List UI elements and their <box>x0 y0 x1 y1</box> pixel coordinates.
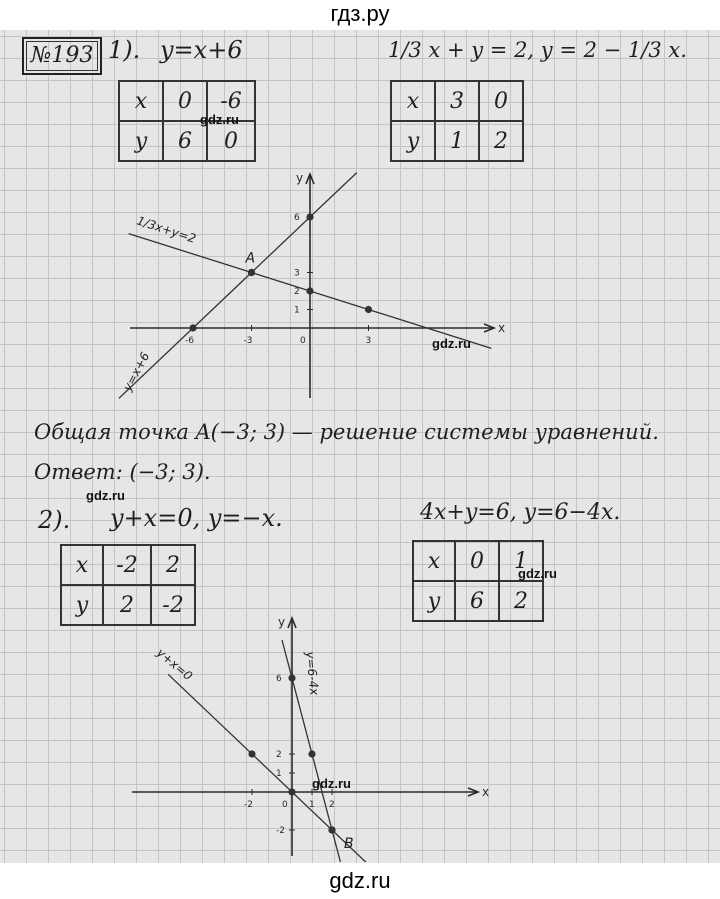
x-tick-label: -6 <box>185 336 194 346</box>
y-tick-label: 3 <box>294 268 300 279</box>
x-tick-label: 3 <box>365 336 372 346</box>
site-header <box>0 0 720 30</box>
table-cell: 0 <box>163 81 207 121</box>
part2-table-line2 <box>412 540 544 622</box>
table-cell: -2 <box>151 585 195 625</box>
series-label: y+x=0 <box>154 645 196 684</box>
table-cell: x <box>391 81 435 121</box>
part1-label: 1). <box>108 36 141 64</box>
y-tick-label: 1 <box>276 769 282 779</box>
table-cell: 0 <box>455 541 499 581</box>
watermark: gdz.ru <box>200 112 239 127</box>
table-cell: 3 <box>435 81 479 121</box>
y-tick-label: 2 <box>294 287 300 297</box>
table-cell: 1 <box>499 541 543 581</box>
data-point <box>308 750 315 757</box>
y-tick-label: 1 <box>294 305 300 316</box>
series-line <box>168 674 368 862</box>
table-cell: x <box>61 545 103 585</box>
y-axis-label: y <box>296 171 304 185</box>
table-cell: -6 <box>207 81 255 121</box>
watermark: gdz.ru <box>312 776 351 791</box>
point-label: B <box>344 836 354 852</box>
data-point <box>248 750 255 757</box>
data-point <box>306 287 313 294</box>
data-point <box>306 213 313 220</box>
y-tick-label: 6 <box>294 213 300 223</box>
table-cell: 6 <box>163 121 207 161</box>
table-cell: 1 <box>435 121 479 161</box>
part2-equation-main: y+x=0, y=−x. <box>110 504 283 532</box>
table-cell: x <box>413 541 455 581</box>
table-cell: 2 <box>499 581 543 621</box>
series-line <box>119 173 357 399</box>
table-cell: 2 <box>151 545 195 585</box>
problem-number: №193 <box>22 37 102 75</box>
x-tick-label: 1 <box>309 800 315 810</box>
data-point <box>365 306 372 313</box>
table-cell: 2 <box>479 121 523 161</box>
answer-text: Ответ: (−3; 3). <box>34 460 211 484</box>
y-tick-label: -2 <box>276 826 285 836</box>
site-footer <box>0 863 720 899</box>
table-cell: y <box>391 121 435 161</box>
point-label: A <box>245 250 256 267</box>
part1-table-line2 <box>390 80 524 162</box>
table-cell: 0 <box>207 121 255 161</box>
series-label: y=6-4x <box>303 650 322 696</box>
x-tick-label: -3 <box>243 336 253 346</box>
graph-part1 <box>100 170 520 410</box>
series-label: 1/3x+y=2 <box>135 213 198 246</box>
x-axis-label: x <box>482 785 490 799</box>
table-cell: 2 <box>103 585 151 625</box>
table-cell: y <box>61 585 103 625</box>
watermark: gdz.ru <box>518 566 557 581</box>
table-cell: -2 <box>103 545 151 585</box>
data-point <box>288 674 295 681</box>
watermark: gdz.ru <box>432 336 471 351</box>
data-point <box>248 269 255 276</box>
table-cell: x <box>119 81 163 121</box>
data-point <box>288 788 295 795</box>
table-cell: 6 <box>455 581 499 621</box>
x-axis-label: x <box>498 321 506 335</box>
data-point <box>189 324 196 331</box>
part1-equation-second: 1/3 x + y = 2, y = 2 − 1/3 x. <box>388 38 687 62</box>
part2-label: 2). <box>38 506 71 534</box>
x-tick-label: 2 <box>329 800 335 810</box>
watermark: gdz.ru <box>86 488 125 503</box>
data-point <box>328 826 335 833</box>
part1-equation-main: y=x+6 <box>160 36 243 64</box>
table-cell: 0 <box>479 81 523 121</box>
site-footer-title: gdz.ru <box>329 868 391 893</box>
site-title: гдз.ру <box>330 1 390 26</box>
y-tick-label: 2 <box>276 750 282 760</box>
x-tick-label: 0 <box>300 336 306 346</box>
graph-part2 <box>120 614 500 862</box>
x-tick-label: -2 <box>244 800 253 810</box>
y-tick-label: 6 <box>276 674 282 684</box>
series-label: y=x+6 <box>120 349 153 394</box>
x-tick-label: 0 <box>282 800 288 810</box>
conclusion-text: Общая точка A(−3; 3) — решение системы уравнений. <box>34 420 659 444</box>
table-cell: y <box>119 121 163 161</box>
part2-equation-second: 4x+y=6, y=6−4x. <box>420 500 621 525</box>
table-cell: y <box>413 581 455 621</box>
y-axis-label: y <box>278 615 286 629</box>
